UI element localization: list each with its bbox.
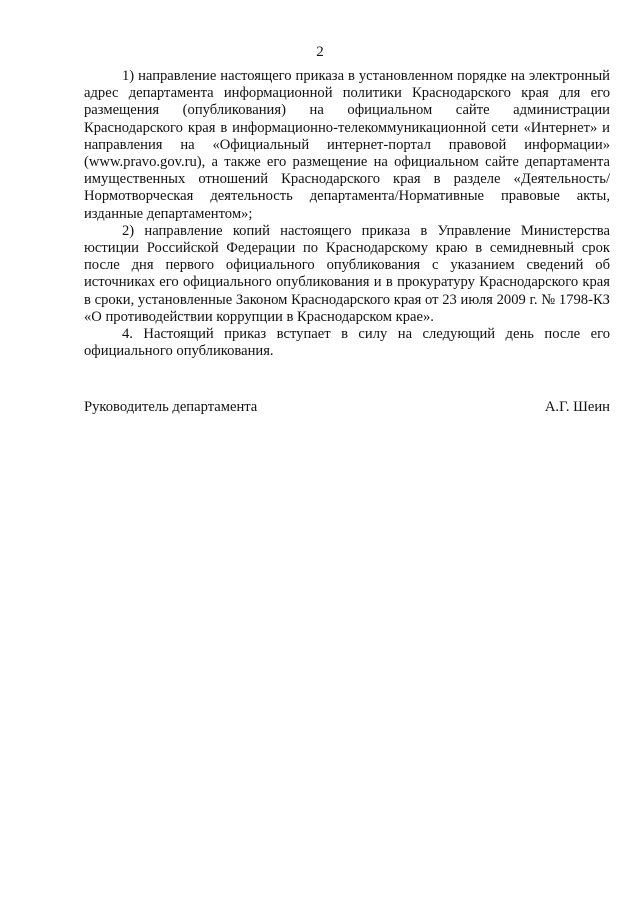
paragraph-effective-date: 4. Настоящий приказ вступает в силу на следующий день после его официального опубликования. [84,326,610,360]
paragraph-ministry-copies: 2) направление копий настоящего приказа в Управление Министерства юстиции Российской Федерации по Краснодарскому краю в семидневный срок после дня первого официального опубликования с указанием сведений об источниках его официального опубликования и в прокуратуру Краснодарского края в сроки, установленные Законом Краснодарского края от 23 июля 2009 г. № 1798-КЗ «О противодействии коррупции в Краснодарском крае». [84,222,610,325]
signatory-name: А.Г. Шеин [544,399,610,415]
page-number: 2 [316,44,324,60]
document-body [84,68,610,360]
signatory-role: Руководитель департамента [84,399,258,415]
paragraph-publication: 1) направление настоящего приказа в установленном порядке на электронный адрес департамента информационной политики Краснодарского края для его размещения (опубликования) на официальном сайте администрации Краснодарского края в информационно-телекоммуникационной сети «Интернет» и направления на «Официальный интернет-портал правовой информации» (www.pravo.gov.ru), а также его размещение на официальном сайте департамента имущественных отношений Краснодарского края в разделе «Деятельность/Нормотворческая деятельность департамента/Нормативные правовые акты, изданные департаментом»; [84,68,610,222]
